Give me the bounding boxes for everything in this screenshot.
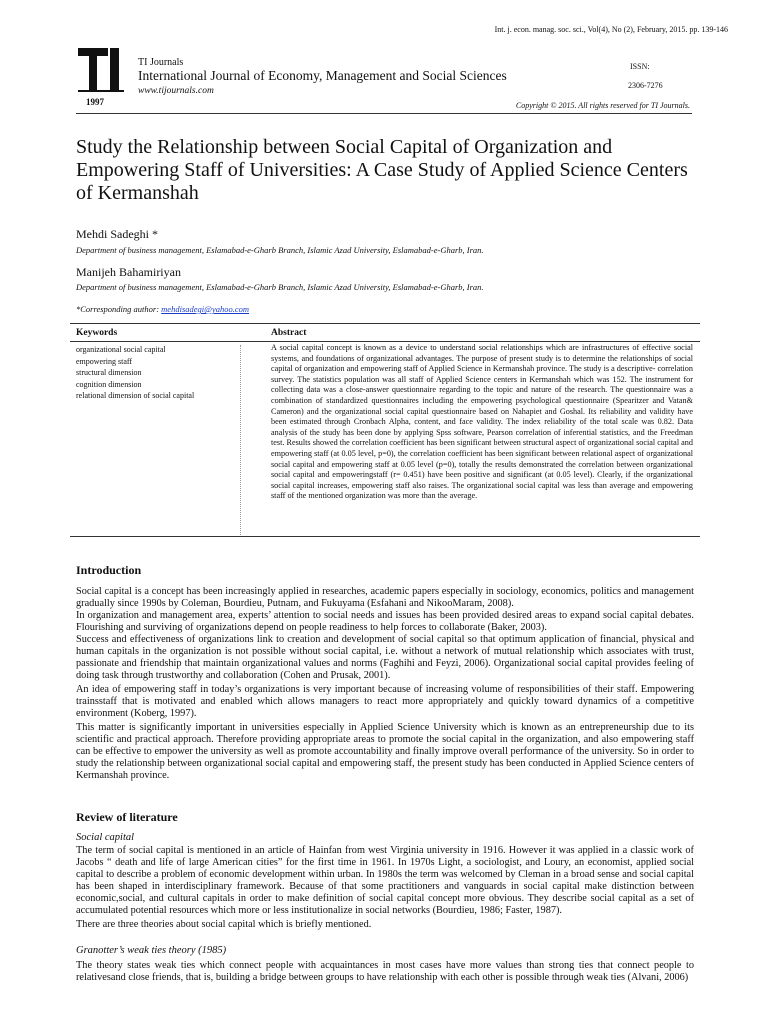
keywords-list	[76, 344, 194, 402]
abstract-text: A social capital concept is known as a device to understand social relationships which are infrastructures of effective social systems, and foundations of organizational advantages. The purpose of present study is to determine the relationships of social capital of organization and empowering staff of Applied Science in Kermanshah province. The study is a descriptive- correlation survey. The statistics population was all staff of Applied Science centers in Kermanshah which was 152. The instrument for collecting data was a close-answer questionnaire regarding to the topic and nature of the research. The questionnaire was a combination of standardized questionnaires including the empowering psychological questionnaire (Spearitzer and Vatan& Cameron) and the organizational social capital questionnaire based on Nahapiet and Goshal. Its reliability and validity have been estimated through Cronbach Alpha, content, and face validity. The index reliability of the total scale was 0.82. Data analysis of the study has been done by applying Spss software, Pearson correlation of inferential statistics, and the Freedman test. Results showed the correlation coefficient has been significant between structural aspect of organizational social capital and empowering staff (at 0.05 level, p=0), the correlation coefficient has been significant between relational aspect of organizational social capital and empowering staff at 0.05 level (p=0), totally the results demonstrated the correlation between organizational social capital and empoweringstaff (r= 0.451) have been positive and significant (at 0.05 level). Clearly, if the organizational social capital increases, empowering staff also raises. The organizational social capital was less than average and empowering staff of the mentioned organization was more than the average.	[271, 343, 693, 501]
paragraph: This matter is significantly important in universities especially in Applied Science University which is known as an entrepreneurship due to its scientific and practical approach. Therefore providing appropriate areas to promote the social capital in the organization, and also empowering staff can be effective to empower the university as well as promote accountability and finally improve overall performance of the university. So in order to study the relationship between organizational social capital and empowering staff, the present study has been conducted in Applied Science centers of Kermanshah province.	[76, 722, 694, 781]
paragraph: The term of social capital is mentioned in an article of Hainfan from west Virginia university in 1916. However it was applied in a classic work of Jacobs “ death and life of large American cities” for the first time in 1961. In 1970s Light, a sociologist, and Loury, an economist, applied social capital to describe a problem of economic development within urban. In 1980s the term was welcomed by Cleman in a broad sense and social capital has been shaped in interdisciplinary framework. Because of that some practitioners and vanguards in social capital make distinction between economic,social, and cultural capitals in order to make definition of social capital concept more obvious. They describe social capital as a set of accumulated potential resources which more or less institutionalize in social networks (Bourdieu, 1986; Faster, 1987).	[76, 845, 694, 916]
header-divider	[76, 113, 692, 114]
keyword-item: empowering staff	[76, 356, 133, 366]
author-affiliation: Department of business management, Eslamabad-e-Gharb Branch, Islamic Azad University, Eslamabad-e-Gharb, Iran.	[76, 282, 484, 292]
abstract-heading: Abstract	[271, 328, 307, 338]
table-header-rule	[70, 341, 700, 342]
issn-number: 2306-7276	[628, 81, 663, 90]
subheading-granovetter: Granotter’s weak ties theory (1985)	[76, 945, 227, 956]
paragraph: An idea of empowering staff in today’s organizations is very important because of increasing volume of responsibilities of their staff. Empowering trainsstaff that is motivated and enabled which allows managers to react more appropriately and quickly toward dynamics of a competitive environment (Koberg, 1997).	[76, 684, 694, 719]
author-name: Manijeh Bahamiriyan	[76, 265, 181, 279]
keywords-heading: Keywords	[76, 328, 118, 338]
paragraph: There are three theories about social capital which is briefly mentioned.	[76, 919, 372, 930]
corresponding-label: *Corresponding author:	[76, 304, 162, 314]
corresponding-author	[76, 304, 249, 314]
paragraph: Success and effectiveness of organizations link to creation and development of social capital so that optimum application of financial, physical and human capitals in the organization is not possible without social capital, i.e. without a network of mutual relationship which associates with trust, passionate and friendship that maintain organizational values and norms (Faghihi and Feyzi, 2006). Organizational social capital provides feeling of doing task through trustworthy and collaboration (Cohen and Prusak, 2001).	[76, 634, 694, 681]
keyword-item: cognition dimension	[76, 379, 142, 389]
author-affiliation: Department of business management, Eslamabad-e-Gharb Branch, Islamic Azad University, Eslamabad-e-Gharb, Iran.	[76, 245, 484, 255]
paragraph: In organization and management area, experts’ attention to social needs and issues has been provided desired areas to expand social capital debates. Flourishing and surviving of organizations depend on people readiness to help forces to collaborate (Baker, 2003).	[76, 610, 694, 633]
logo-year: 1997	[86, 97, 104, 107]
keyword-item: structural dimension	[76, 368, 142, 377]
keyword-item: relational dimension of social capital	[76, 391, 195, 400]
publisher-name: TI Journals	[138, 57, 184, 68]
review-heading: Review of literature	[76, 810, 178, 824]
article-title: Study the Relationship between Social Capital of Organization and Empowering Staff of Universities: A Case Study of Applied Science Centers of Kermanshah	[76, 136, 688, 204]
copyright-notice: Copyright © 2015. All rights reserved for TI Journals.	[515, 101, 690, 110]
paragraph: Social capital is a concept has been increasingly applied in researches, academic papers especially in sociology, economics, politics and management gradually since 1990s by Coleman, Bourdieu, Putnam, and Fukuyama (Esfahani and NikooMaram, 2008).	[76, 586, 694, 609]
introduction-heading: Introduction	[76, 563, 142, 577]
journal-name: International Journal of Economy, Management and Social Sciences	[138, 68, 507, 83]
table-bottom-rule	[70, 536, 700, 537]
author-name: Mehdi Sadeghi *	[76, 227, 158, 241]
corresponding-email-link[interactable]: mehdisadegi@yahoo.com	[161, 304, 250, 314]
citation-line: Int. j. econ. manag. soc. sci., Vol(4), No (2), February, 2015. pp. 139-146	[494, 25, 728, 34]
issn-label: ISSN:	[630, 62, 650, 71]
table-top-rule	[70, 323, 700, 324]
logo-mark	[76, 46, 128, 98]
subheading-social-capital: Social capital	[76, 832, 135, 843]
table-column-divider	[240, 345, 241, 535]
keyword-item: organizational social capital	[76, 345, 166, 354]
journal-url[interactable]: www.tijournals.com	[138, 86, 214, 96]
paragraph: The theory states weak ties which connect people with acquaintances in most cases have more values than strong ties that connect people to relativesand close friends, that is, building a bridge between groups to have relationship with each other is possible through weak ties (Alvani, 2006)	[76, 960, 694, 983]
